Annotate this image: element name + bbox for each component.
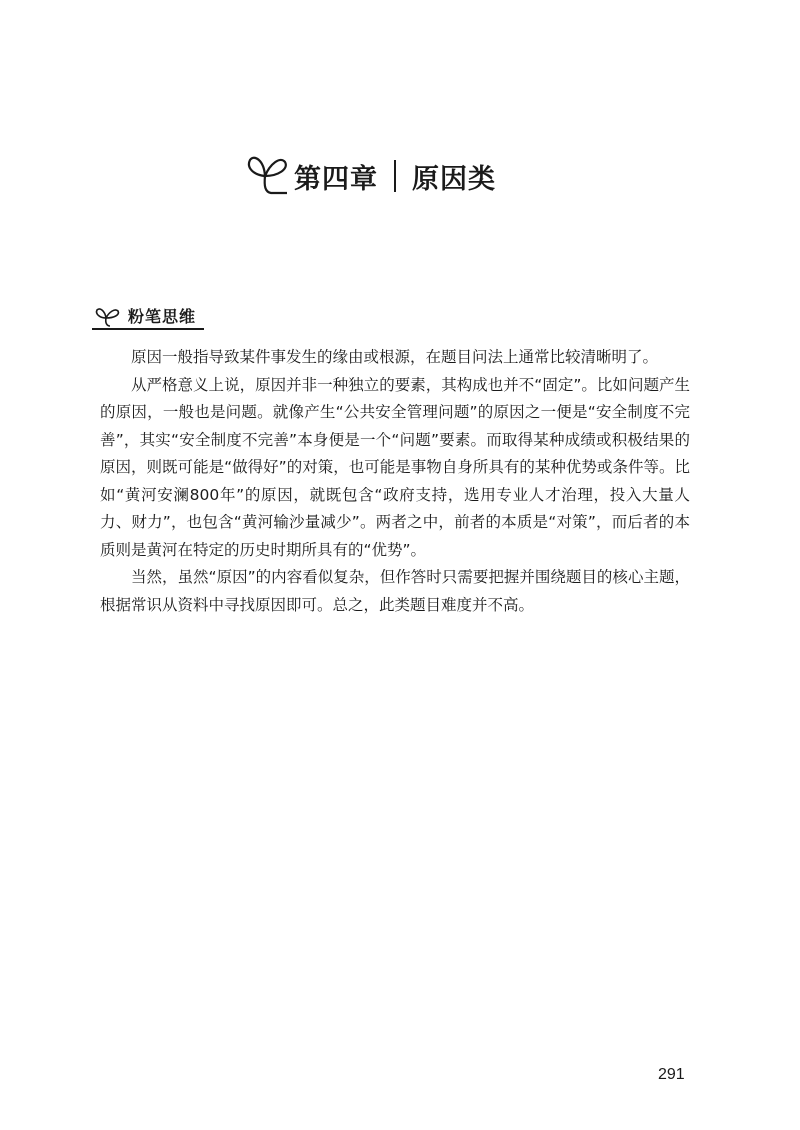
- section-header: [92, 304, 196, 330]
- chapter-title: 原因类: [412, 163, 496, 195]
- body-text: [100, 344, 690, 619]
- paragraph: 当然，虽然“原因”的内容看似复杂，但作答时只需要把握并围绕题目的核心主题，根据常识从资料中寻找原因即可。总之，此类题目难度并不高。: [100, 568, 690, 614]
- page-number: 291: [658, 1066, 685, 1083]
- paragraph: 原因一般指导致某件事发生的缘由或根源，在题目问法上通常比较清晰明了。: [131, 348, 659, 366]
- sprout-icon: [240, 150, 290, 202]
- sprout-small-icon: [92, 306, 122, 328]
- chapter-separator: [394, 160, 396, 192]
- section-title: 粉笔思维: [128, 307, 197, 326]
- chapter-header: [240, 146, 496, 206]
- chapter-number: 第四章: [294, 163, 378, 195]
- paragraph: 从严格意义上说，原因并非一种独立的要素，其构成也并不“固定”。比如问题产生的原因，一般也是问题。就像产生“公共安全管理问题”的原因之一便是“安全制度不完善”，其实“安全制度不完善”本身便是一个“问题”要素。而取得某种成绩或积极结果的原因，则既可能是“做得好”的对策，也可能是事物自身所具有的某种优势或条件等。比如“黄河安澜800年”的原因，就既包含“政府支持，选用专业人才治理，投入大量人力、财力”，也包含“黄河输沙量减少”。两者之中，前者的本质是“对策”，而后者的本质则是黄河在特定的历史时期所具有的“优势”。: [100, 375, 690, 559]
- section-underline: [92, 328, 204, 330]
